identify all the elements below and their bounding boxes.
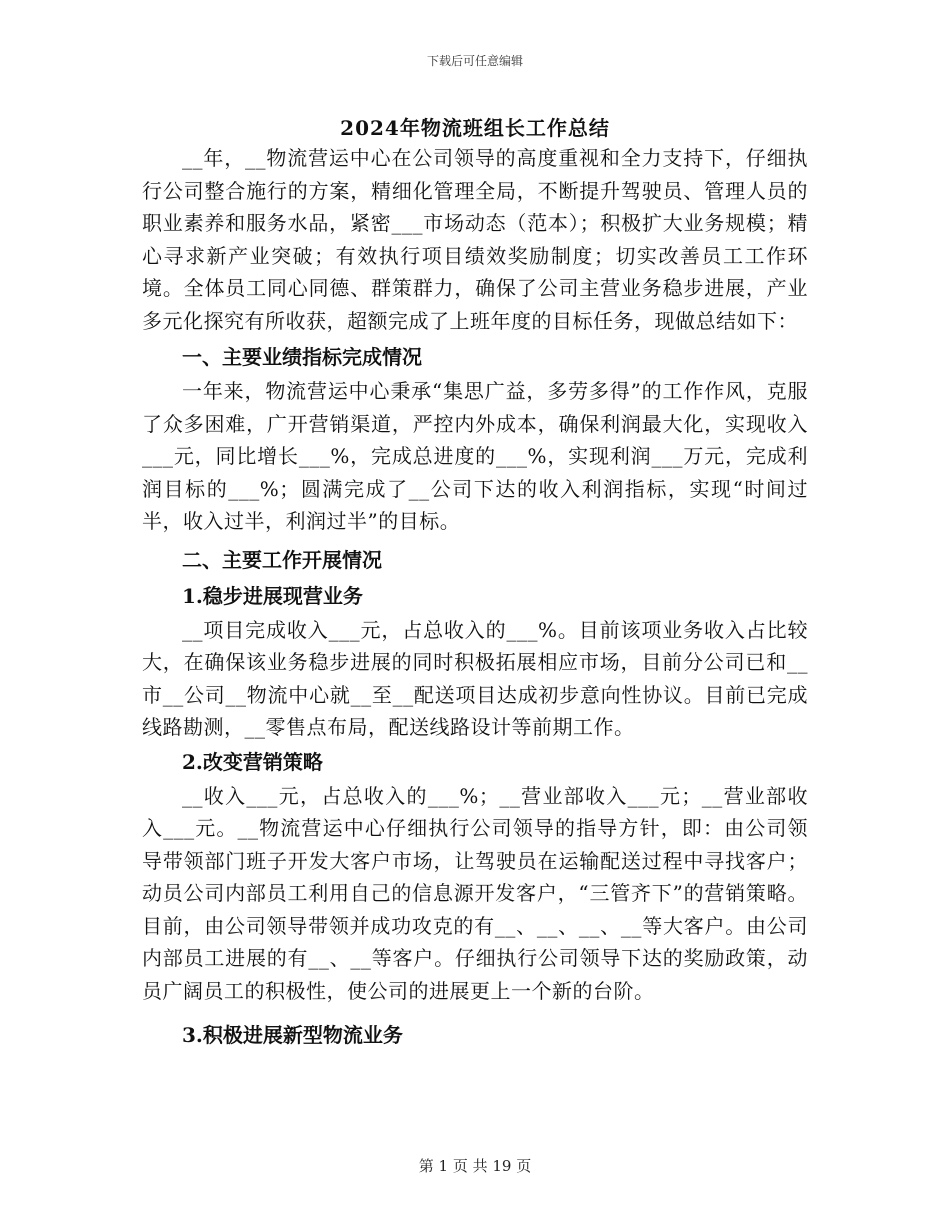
section1-paragraph: 一年来，物流营运中心秉承“集思广益，多劳多得”的工作作风，克服了众多困难，广开营销渠道，严控内外成本，确保利润最大化，实现收入___元，同比增长___%，完成总进度的___%，实现利润___万元，完成利润目标的___%；圆满完成了__公司下达的收入利润指标，实现“时间过半，收入过半，利润过半”的目标。: [142, 379, 808, 533]
subheading-3: 3.积极进展新型物流业务: [182, 1023, 403, 1047]
page-footer: 第 1 页 共 19 页: [418, 1157, 532, 1175]
intro-paragraph: __年，__物流营运中心在公司领导的高度重视和全力支持下，仔细执行公司整合施行的方案，精细化管理全局，不断提升驾驶员、管理人员的职业素养和服务水品，紧密___市场动态（范本）；积极扩大业务规模；精心寻求新产业突破；有效执行项目绩效奖励制度；切实改善员工工作环境。全体员工同心同德、群策群力，确保了公司主营业务稳步进展，产业多元化探究有所收获，超额完成了上班年度的目标任务，现做总结如下：: [142, 146, 808, 333]
document-title: 2024年物流班组长工作总结: [340, 116, 610, 140]
subheading-2: 2.改变营销策略: [182, 749, 323, 774]
section-heading-1: 一、主要业绩指标完成情况: [182, 345, 422, 369]
header-note: 下载后可任意编辑: [426, 54, 523, 68]
document-body: [142, 142, 808, 1053]
section-heading-2: 二、主要工作开展情况: [182, 547, 382, 572]
sub1-paragraph: __项目完成收入___元，占总收入的___%。目前该项业务收入占比较大，在确保该业务稳步进展的同时积极拓展相应市场，目前分公司已和__市__公司__物流中心就__至__配送项目达成初步意向性协议。目前已完成线路勘测，__零售点布局，配送线路设计等前期工作。: [142, 617, 808, 739]
subheading-1: 1.稳步进展现营业务: [182, 583, 363, 608]
sub2-paragraph: __收入___元，占总收入的___%；__营业部收入___元；__营业部收入___元。__物流营运中心仔细执行公司领导的指导方针，即：由公司领导带领部门班子开发大客户市场，让驾驶员在运输配送过程中寻找客户；动员公司内部员工利用自己的信息源开发客户，“三管齐下”的营销策略。目前，由公司领导带领并成功攻克的有__、__、__、__等大客户。由公司内部员工进展的有__、__等客户。仔细执行公司领导下达的奖励政策，动员广阔员工的积极性，使公司的进展更上一个新的台阶。: [142, 783, 808, 1003]
